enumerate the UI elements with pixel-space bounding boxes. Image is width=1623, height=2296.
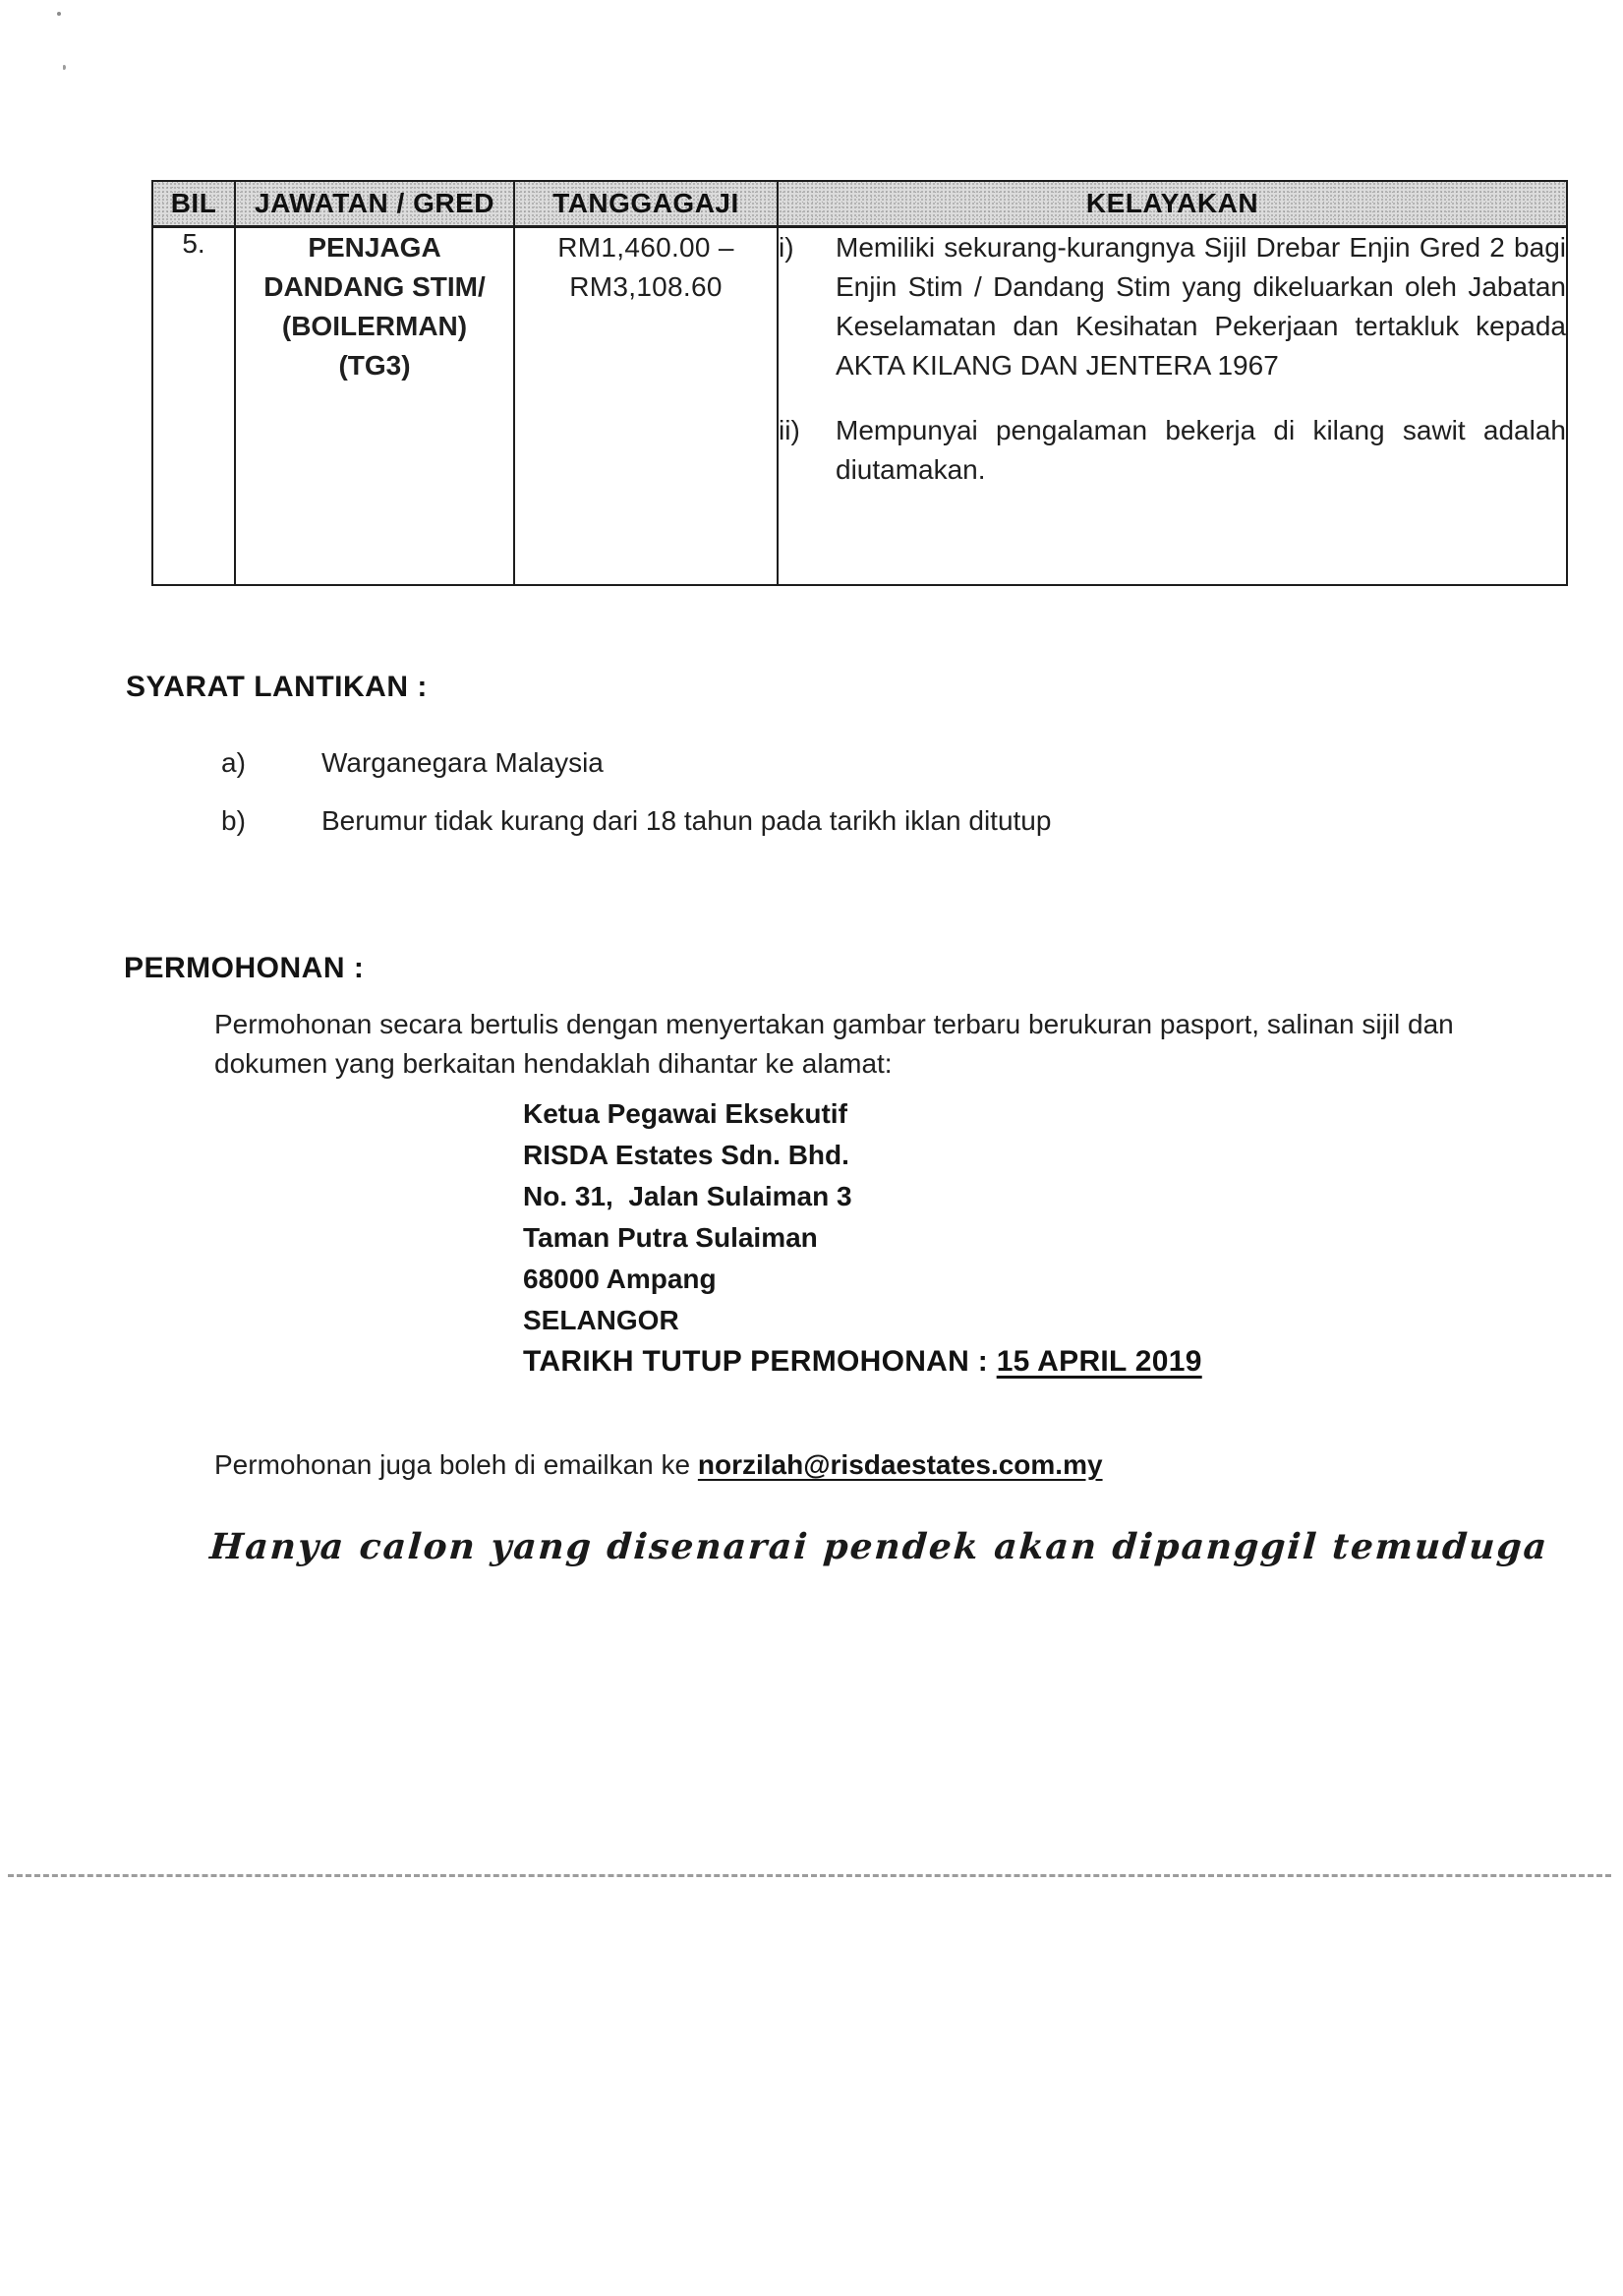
list-marker: i) <box>779 232 794 263</box>
email-address: norzilah@risdaestates.com.my <box>697 1449 1103 1480</box>
list-marker: ii) <box>779 415 800 445</box>
jawatan-line: (BOILERMAN) <box>281 311 468 341</box>
salary-line: RM1,460.00 – <box>557 232 734 263</box>
jawatan-line: (TG3) <box>338 350 411 381</box>
cell-bil: 5. <box>152 227 235 586</box>
address-line: No. 31, Jalan Sulaiman 3 <box>523 1181 852 1211</box>
scan-noise-speck <box>63 65 66 70</box>
shortlist-note: Hanya calon yang disenarai pendek akan dipanggil temuduga <box>208 1526 1550 1567</box>
list-marker: a) <box>221 747 246 778</box>
syarat-text: Berumur tidak kurang dari 18 tahun pada tarikh iklan ditutup <box>321 805 1052 836</box>
header-jawatan-gred: JAWATAN / GRED <box>235 181 514 227</box>
kelayakan-text: Mempunyai pengalaman bekerja di kilang sawit adalah diutamakan. <box>836 415 1566 485</box>
address-line: 68000 Ampang <box>523 1264 717 1294</box>
cell-kelayakan <box>778 227 1567 586</box>
vacancy-table <box>151 180 1568 586</box>
syarat-text: Warganegara Malaysia <box>321 747 604 778</box>
kelayakan-item <box>779 228 1566 385</box>
mailing-address-block <box>523 1093 852 1341</box>
closing-date-value: 15 APRIL 2019 <box>996 1345 1202 1378</box>
closing-date-line <box>523 1345 1202 1379</box>
kelayakan-text: Memiliki sekurang-kurangnya Sijil Drebar Enjin Gred 2 bagi Enjin Stim / Dandang Stim yang dikeluarkan oleh Jabatan Keselamatan dan Kesihatan Pekerjaan tertakluk kepada AKTA KILANG DAN JENTERA 1967 <box>836 232 1566 381</box>
syarat-item <box>221 744 604 782</box>
closing-date-label: TARIKH TUTUP PERMOHONAN : <box>523 1345 997 1378</box>
header-tanggagaji: TANGGAGAJI <box>514 181 778 227</box>
jawatan-line: PENJAGA <box>308 232 441 263</box>
permohonan-paragraph: Permohonan secara bertulis dengan menyertakan gambar terbaru berukuran pasport, salinan sijil dan dokumen yang berkaitan hendaklah dihantar ke alamat: <box>214 1009 1454 1079</box>
cell-tanggagaji <box>514 227 778 586</box>
table-row <box>152 227 1567 586</box>
address-line: Ketua Pegawai Eksekutif <box>523 1098 847 1129</box>
scan-noise-speck <box>57 12 61 16</box>
scan-fold-line <box>8 1874 1611 1877</box>
header-bil: BIL <box>152 181 235 227</box>
cell-jawatan <box>235 227 514 586</box>
syarat-item <box>221 802 1051 840</box>
address-line: Taman Putra Sulaiman <box>523 1222 818 1253</box>
address-line: SELANGOR <box>523 1305 679 1335</box>
table-header-row <box>152 181 1567 227</box>
kelayakan-item <box>779 411 1566 490</box>
email-line <box>214 1445 1103 1485</box>
email-prefix-text: Permohonan juga boleh di emailkan ke <box>214 1449 698 1480</box>
permohonan-heading: PERMOHONAN : <box>124 952 365 984</box>
syarat-lantikan-heading: SYARAT LANTIKAN : <box>126 671 428 703</box>
list-marker: b) <box>221 805 246 836</box>
jawatan-line: DANDANG STIM/ <box>263 271 486 302</box>
address-line: RISDA Estates Sdn. Bhd. <box>523 1140 849 1170</box>
header-kelayakan: KELAYAKAN <box>778 181 1567 227</box>
salary-line: RM3,108.60 <box>569 271 723 302</box>
